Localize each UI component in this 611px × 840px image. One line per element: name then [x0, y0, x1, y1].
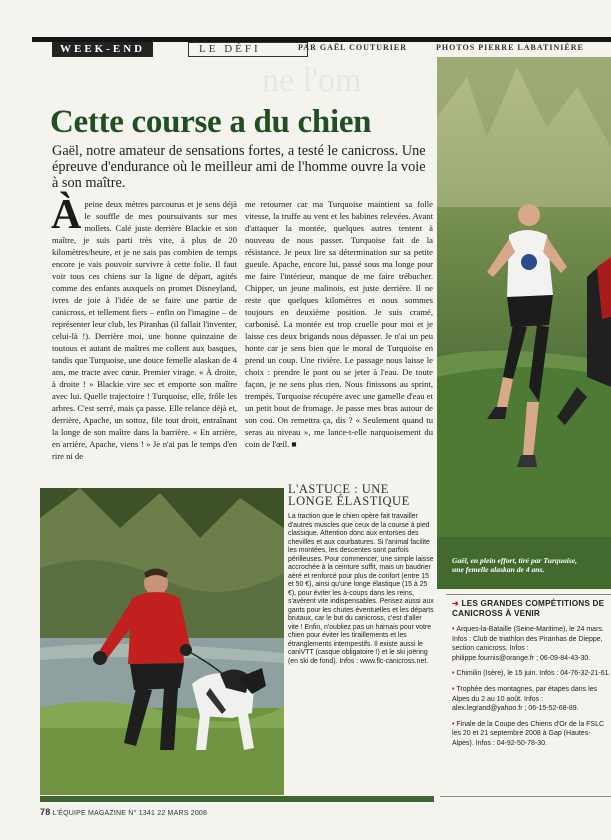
- article-column-1: [51, 192, 237, 462]
- footer-rule: [440, 796, 611, 797]
- dropcap: À: [51, 192, 82, 238]
- event-item: • Trophée des montagnes, par étapes dans les Alpes du 2 au 10 août. Infos : alex.legrand@yahoo.fr ; 06-15-52-68-89.: [452, 685, 598, 713]
- tip-body: La traction que le chien opère fait travailler d'autres muscles que ceux de la course à pied classique. Attention donc aux entorses des chevilles et aux courbatures. Si l'animal facilite les montées, les descentes sont parfois périlleuses. Pour commencer, une simple laisse accrochée à la ceinture suffit, mais un baudrier aéré et renforcé pour plus de confort (entre 15 et 50 €), ainsi qu'une longe élastique (15 à 25 €), pour éviter les à-coups dans les reins, s'avèrent vite indispensables. Pensez aussi aux gants pour les chutes éventuelles et les départs brutaux, car le but du canicross, c'est d'aller vite ! Enfin, n'oubliez pas un harnais pour votre chien pour éviter les tiraillements et les étranglements intempestifs. Il existe aussi le caniVTT (casque obligatoire !) et le ski joëring (en ski de fond). Infos : www.flc-canicross.net.: [288, 513, 434, 665]
- page-footer: [40, 807, 207, 817]
- bullet-icon: •: [452, 626, 457, 633]
- page-number: 78: [40, 807, 51, 817]
- article-text-2: me retourner car ma Turquoise maintient sa folle vitesse, la truffe au vent et les babines relevées. Avant d'attaquer la montée, quelques autres tentent à nouveau de nous passer. Turquoise fait de la résistance. Je peux lire sa détermination sur sa petite gueule. Apache, encore lui, passé sous ma longe pour me faire l'intérieur, manque de me faire trébucher. Chipper, un jeune malinois, est juste derrière. Il ne reste que quelques kilomètres et nous sommes toujours en deuxième position. Je suis cramé, carbonisé. La montée est trop cruelle pour moi et je laisse ces deux brigands nous dépasser. Je n'ai un peu honte car je sens bien que le moral de Turquoise en prend un coup. Une rivière. Le passage nous laisse le choix : prendre le pont ou se jeter à l'eau. De toute façon, je ne sens plus rien. Nous finissons au sprint, trempés. Turquoise récupère avec une gamelle d'eau et un petit bout de fromage. Je passe mes bras autour de son cou. On remettra ça, dis ? « Seulement quand tu seras au niveau », me lance-t-elle narquoisement du coin de l'œil. ■: [245, 199, 433, 449]
- event-item: • Chimilin (Isère), le 15 juin. Infos : 04-76-32-21-61.: [452, 670, 611, 678]
- photo-caption: Gaël, en plein effort, tiré par Turquoise, une femelle alaskan de 4 ans.: [452, 556, 578, 574]
- section-tag: WEEK-END: [52, 42, 153, 57]
- article-text-1: peine deux mètres parcourus et je sens déjà le souffle de mes poursuivants sur mes mollets. Calé juste derrière Blackie et son maître, je suis parti très vite, à plus de 20 kilomètres/heure, et je ne sais pas combien de temps encore je vais pouvoir survivre à cette folie. Il faut voir tous ces chiens sur la ligne de départ, agités comme des enfants auxquels on promet Disneyland, ivres de joie à l'idée de se faire une partie de canicross, et tellement fiers – enfin on l'imagine – de représenter leur club, les Piranhas (il fallait l'inventer, celui-là !). Derrière moi, une bonne quinzaine de toutous et autant de maîtres me collent aux basques, tandis que Turquoise, une douce femelle alaskan de 4 ans, me tracte avec cœur. Premier virage. « À droite, à droite ! » Blackie vire sec et emporte son maître avec lui. Quelle trajectoire ! Turquoise, elle, frôle les arbres. C'est serré, mais ça passe. Elle relance déjà et, derrière, Apache, un sottoz, file tout droit, entraînant la longe de son maître dans la barrière. « En arrière, en arrière, Apache, viens ! » Je n'ai pas le temps d'en rire ni de: [52, 199, 237, 461]
- canicross-photo: [40, 488, 284, 795]
- bullet-icon: •: [452, 670, 457, 678]
- article-title: Cette course a du chien: [50, 104, 372, 140]
- event-item: • Arques-la-Bataille (Seine-Maritime), le 24 mars. Infos : Club de triathlon des Piranhas de Dieppe, section canicross. Infos : philippe.fournis@orange.fr ; 06-09-84-43-30.: [452, 626, 604, 662]
- arrow-icon: ➜: [452, 599, 462, 608]
- footer-bar: [40, 796, 434, 802]
- events-title: ➜ LES GRANDES COMPÉTITIONS DE CANICROSS À VENIR: [452, 599, 605, 618]
- events-box: [452, 599, 611, 749]
- tip-title: L'ASTUCE : UNE LONGE ÉLASTIQUE: [288, 482, 410, 508]
- rubric-tag: LE DÉFI: [188, 42, 308, 57]
- events-divider: [446, 594, 611, 595]
- article-column-2: [245, 198, 433, 450]
- runner-photo: [437, 57, 611, 589]
- article-intro: Gaël, notre amateur de sensations fortes, a testé le canicross. Une épreuve d'endurance où le meilleur ami de l'homme ouvre la voie à son maître.: [52, 143, 426, 191]
- photo-credit: PHOTOS PIERRE LABATINIÈRE: [436, 43, 584, 52]
- bullet-icon: •: [452, 720, 457, 728]
- bullet-icon: •: [452, 685, 457, 693]
- faint-background-text: ne l'om: [262, 62, 362, 99]
- author-credit: PAR GAËL COUTURIER: [298, 43, 407, 52]
- event-item: • Finale de la Coupe des Chiens d'Or de la FSLC les 20 et 21 septembre 2008 à Gap (Hautes-Alpes). Infos : 04-92-50-78-30.: [452, 720, 605, 747]
- issue-info: L'ÉQUIPE MAGAZINE N° 1341 22 MARS 2008: [52, 810, 208, 817]
